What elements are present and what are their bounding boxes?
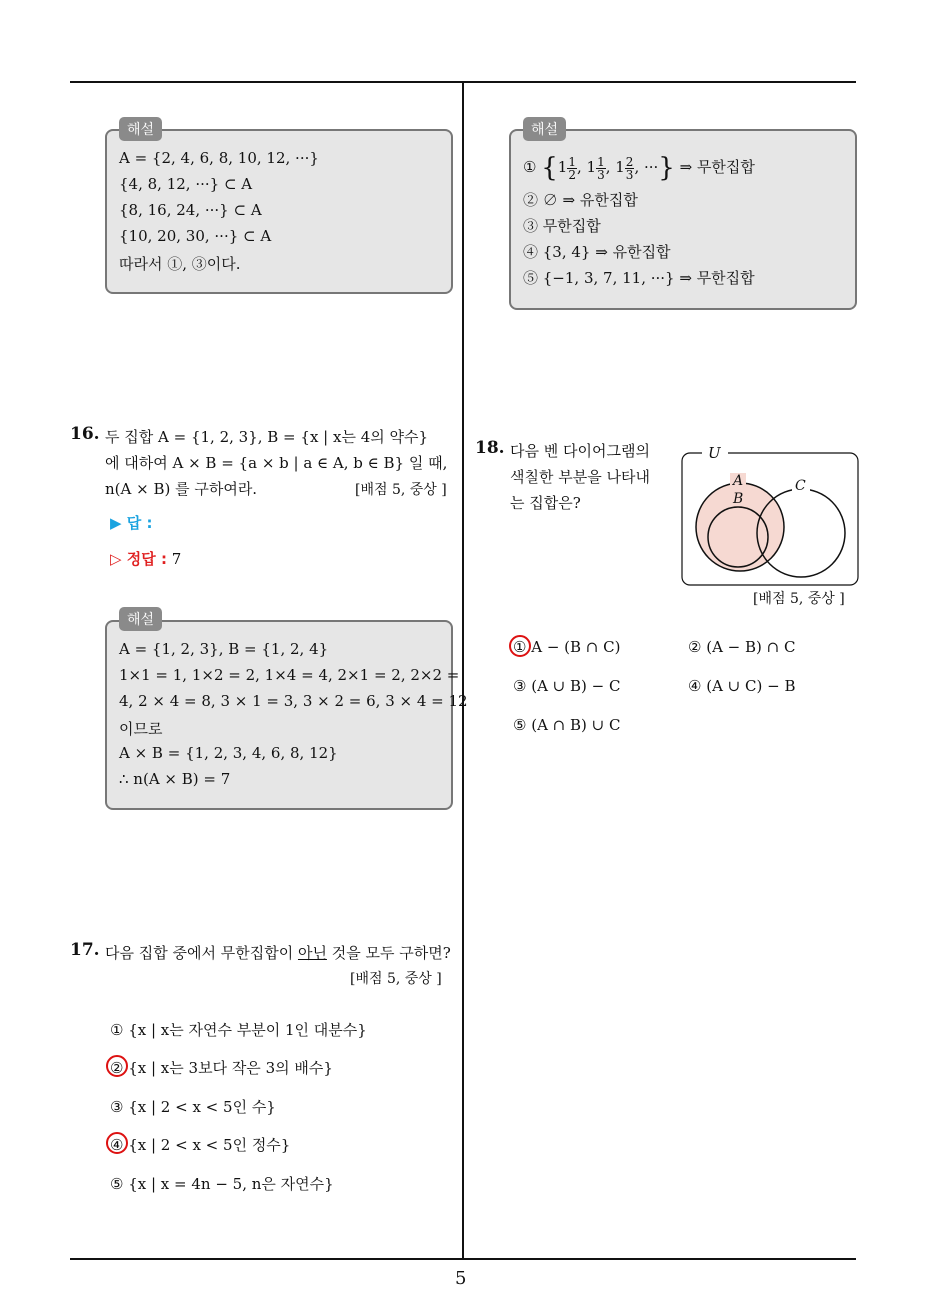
venn-diagram xyxy=(680,445,862,589)
center-divider xyxy=(462,83,464,1259)
fraction: $\frac{1}{2}$ xyxy=(568,154,576,182)
option-4[interactable]: ④ {x | 2 < x < 5인 정수} xyxy=(110,1136,291,1154)
circle-B xyxy=(708,507,768,567)
solution-line-fractions: ① {1 $\frac{1}{2}$ , 1 $\frac{1}{3}$ , 1 $\frac{2}{3}$ , ···} ⇒ 무한집합 xyxy=(523,153,755,183)
question-16-number: 16. xyxy=(70,424,100,444)
correct-label: ▷ 정답 : xyxy=(110,550,167,568)
option-2[interactable]: ② {x | x는 3보다 작은 3의 배수} xyxy=(110,1059,333,1077)
question-18-score: [배점 5, 중상 ] xyxy=(753,591,845,607)
solution-tag: 해설 xyxy=(119,117,162,141)
option-5[interactable]: ⑤ {x | x = 4n − 5, n은 자연수} xyxy=(110,1175,334,1193)
correct-value: 7 xyxy=(171,550,182,568)
question-17-text: 다음 집합 중에서 무한집합이 아닌 것을 모두 구하면? xyxy=(105,944,451,962)
question-16-line1: 두 집합 A = {1, 2, 3}, B = {x | x는 4의 약수} xyxy=(105,428,429,446)
solution-line: 이므로 xyxy=(119,720,163,738)
option-2[interactable]: ② (A − B) ∩ C xyxy=(688,638,796,656)
option-4[interactable]: ④ (A ∪ C) − B xyxy=(688,677,796,695)
solution-line: {4, 8, 12, ···} ⊂ A xyxy=(119,175,253,193)
answer-label: ▶ 답 : xyxy=(110,514,153,532)
option-1[interactable]: ① {x | x는 자연수 부분이 1인 대분수} xyxy=(110,1021,367,1039)
question-18-number: 18. xyxy=(475,438,505,458)
page-number: 5 xyxy=(455,1268,467,1289)
solution-line: {10, 20, 30, ···} ⊂ A xyxy=(119,227,272,245)
question-17-score: [배점 5, 중상 ] xyxy=(350,971,442,987)
solution-line: A = {2, 4, 6, 8, 10, 12, ···} xyxy=(119,149,319,167)
solution-box-2 xyxy=(509,129,857,310)
label-U: U xyxy=(708,445,721,462)
label-B: B xyxy=(733,491,744,507)
solution-line: 1×1 = 1, 1×2 = 2, 1×4 = 4, 2×1 = 2, 2×2 = xyxy=(119,666,460,684)
selected-mark-option-2 xyxy=(106,1055,128,1077)
question-16-score: [배점 5, 중상 ] xyxy=(355,482,447,498)
solution-line: 4, 2 × 4 = 8, 3 × 1 = 3, 3 × 2 = 6, 3 × 4 = 12 xyxy=(119,692,468,710)
selected-mark-option-4 xyxy=(106,1132,128,1154)
option-5[interactable]: ⑤ (A ∩ B) ∪ C xyxy=(513,716,621,734)
option-1[interactable]: ① A − (B ∩ C) xyxy=(513,638,621,656)
fraction: $\frac{1}{3}$ xyxy=(597,154,605,182)
question-18-line2: 색칠한 부분을 나타내 xyxy=(510,468,650,486)
solution-line: {8, 16, 24, ···} ⊂ A xyxy=(119,201,262,219)
question-17-number: 17. xyxy=(70,940,100,960)
solution-line: ② ∅ ⇒ 유한집합 xyxy=(523,191,638,209)
solution-box-3 xyxy=(105,620,468,810)
correct-answer xyxy=(110,548,181,569)
underlined-word: 아닌 xyxy=(297,944,327,962)
selected-mark-option-1 xyxy=(509,635,531,657)
question-16-line2: 에 대하여 A × B = {a × b | a ∈ A, b ∈ B} 일 때, xyxy=(105,454,448,472)
question-16-line3: n(A × B) 를 구하여라. xyxy=(105,480,258,498)
solution-line: ③ 무한집합 xyxy=(523,217,601,235)
solution-line: A × B = {1, 2, 3, 4, 6, 8, 12} xyxy=(119,744,338,762)
solution-line: 따라서 ①, ③이다. xyxy=(119,255,241,273)
solution-line: ⑤ {−1, 3, 7, 11, ···} ⇒ 무한집합 xyxy=(523,269,755,287)
solution-tag: 해설 xyxy=(119,607,162,631)
label-A: A xyxy=(733,473,744,489)
solution-box-1 xyxy=(105,129,453,294)
fraction: $\frac{2}{3}$ xyxy=(625,154,634,182)
solution-tag: 해설 xyxy=(523,117,566,141)
solution-line: ④ {3, 4} ⇒ 유한집합 xyxy=(523,243,671,261)
question-18-line3: 는 집합은? xyxy=(510,494,581,512)
option-3[interactable]: ③ (A ∪ B) − C xyxy=(513,677,621,695)
option-3[interactable]: ③ {x | 2 < x < 5인 수} xyxy=(110,1098,276,1116)
bottom-rule xyxy=(70,1258,856,1260)
question-18-line1: 다음 벤 다이어그램의 xyxy=(510,442,650,460)
solution-line: ∴ n(A × B) = 7 xyxy=(119,770,231,788)
label-C: C xyxy=(795,478,806,494)
solution-line: A = {1, 2, 3}, B = {1, 2, 4} xyxy=(119,640,329,658)
